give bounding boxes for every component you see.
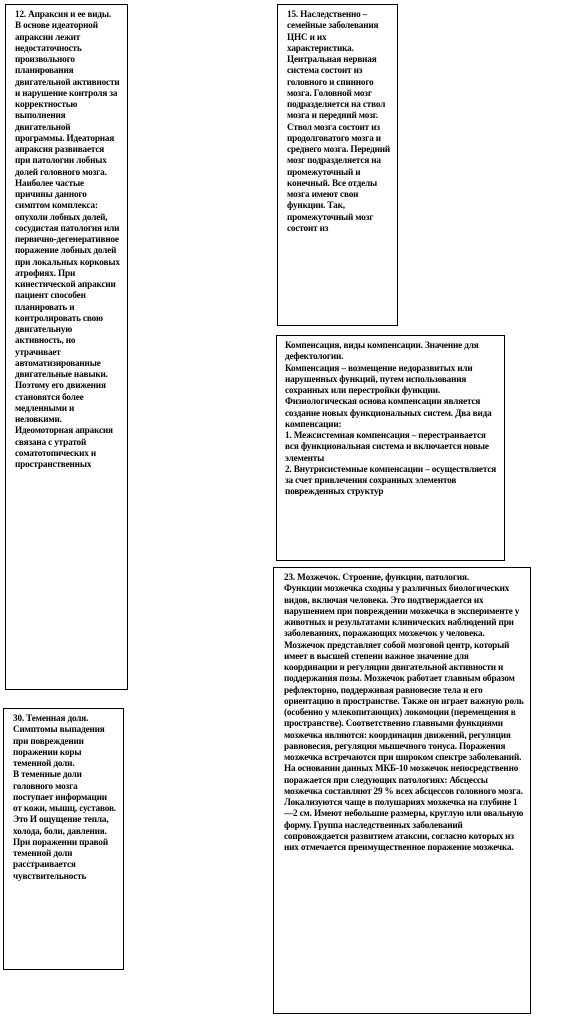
card-cerebellum: [273, 567, 531, 1014]
card-apraxia: [5, 4, 128, 690]
card-cerebellum-text: 23. Мозжечок. Строение, функции, патология. Функции мозжечка сходны у различных биологических видов, включая человека. Это подтверждается их нарушением при повреждении мозжечка в эксперименте у животных и результатами клинических наблюдений при заболеваниях, поражающих мозжечок у человека. Мозжечок представляет собой мозговой центр, который имеет в высшей степени важное значение для координации и регуляции двигательной активности и поддержания позы. Мозжечок работает главным образом рефлекторно, поддерживая равновесие тела и его ориентацию в пространстве. Также он играет важную роль (особенно у млекопитающих) локомоции (перемещения в пространстве). Соответственно главными функциями мозжечка являются: координация движений, регуляция равновесия, регуляция мышечного тонуса. Поражения мозжечка встречаются при широком спектре заболеваний. На основании данных МКБ-10 мозжечок непосредственно поражается при следующих патологиях: Абсцессы мозжечка составляют 29 % всех абсцессов головного мозга. Локализуются чаще в полушариях мозжечка на глубине 1—2 см. Имеют небольшие размеры, круглую или овальную форму. Группа наследственных заболеваний сопровождается развитием атаксии, согласно которых из них отмечается преимущественное поражение мозжечка.: [284, 572, 524, 852]
card-apraxia-text: 12. Апраксия и ее виды. В основе идеаторной апраксии лежит недостаточность произвольного планирования двигательной активности и нарушение контроля за корректностью выполнения двигательной программы. Идеаторная апраксия развивается при патологии лобных долей головного мозга. Наиболее частые причины данного симптом комплекса: опухоли лобных долей, сосудистая патология или первично-дегенеративное поражение лобных долей при локальных корковых атрофиях. При кинестической апраксии пациент способен планировать и контролировать свою двигательную активность, но утрачивает автоматизированные двигательные навыки. Поэтому его движения становятся более медленными и неловкими. Идеомоторная апраксия связана с утратой соматотопических и пространственных: [15, 9, 120, 469]
card-compensation: [276, 335, 505, 561]
card-heredity-text: 15. Наследственно – семейные заболевания ЦНС и их характеристика. Центральная нервная система состоит из головного и спинного мозга. Головной мозг подразделяется на ствол мозга и передний мозг. Ствол мозга состоит из продолговатого мозга и среднего мозга. Передний мозг подразделяется на промежуточный и конечный. Все отделы мозга имеют свои функции. Так, промежуточный мозг состоит из: [287, 9, 390, 233]
card-parietal-lobe-text: 30. Теменная доля. Симптомы выпадения при повреждении поражении коры теменной доли. В теменные доли головного мозга поступает информации от кожи, мышц, суставов. Это И ощущение тепла, холода, боли, давления. При поражении правой теменной доли расстраивается чувствительность: [13, 713, 116, 881]
card-compensation-text: Компенсация, виды компенсации. Значение для дефектологии. Компенсация – возмещение недоразвитых или нарушенных функций, путем использования сохранных или перестройки функции. Физиологическая основа компенсации является создание новых функциональных систем. Два вида компенсации: 1. Межсистемная компенсация – перестраивается вся функциональная система и включается новые элементы 2. Внутрисистемные компенсации – осуществляется за счет привлечения сохранных элементов поврежденных структур: [285, 340, 497, 497]
card-heredity: [277, 4, 398, 326]
card-parietal-lobe: [3, 708, 124, 970]
